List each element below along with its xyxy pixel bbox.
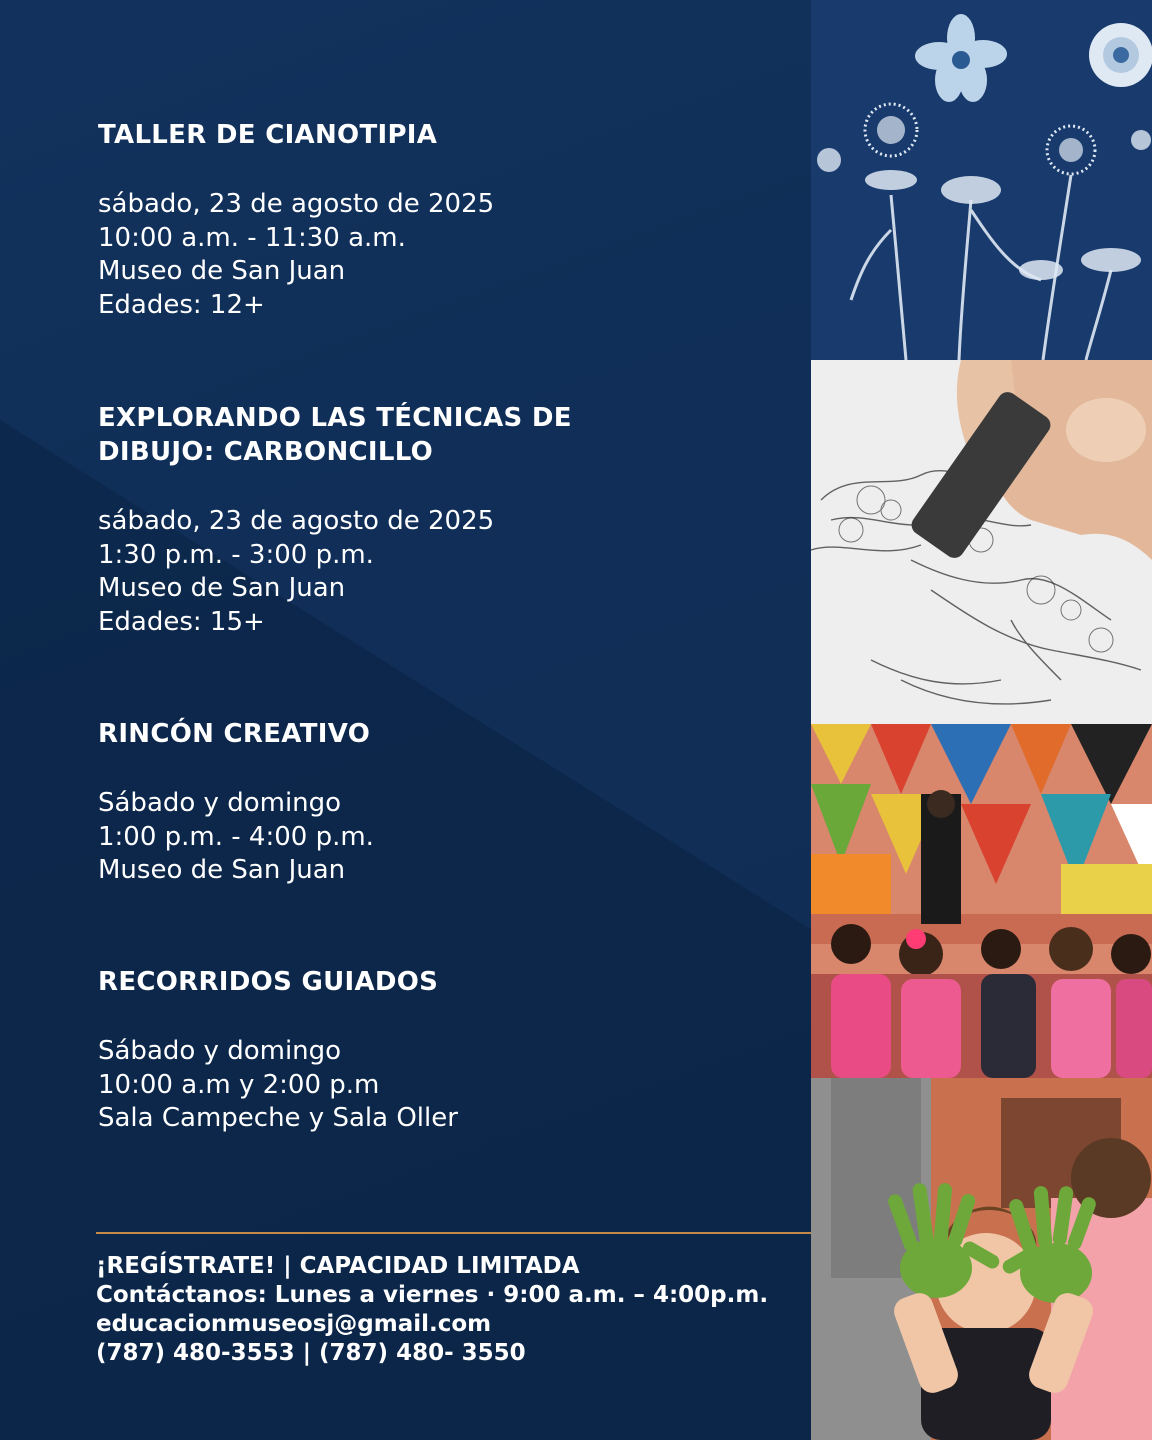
contact-hours: Contáctanos: Lunes a viernes · 9:00 a.m. – 4:00p.m.: [96, 1282, 769, 1308]
event-recorridos-guiados: [98, 965, 798, 1136]
event-title: [98, 717, 798, 751]
cyanotype-flowers-photo: [811, 0, 1152, 360]
event-title: [98, 118, 798, 152]
event-title-line: RECORRIDOS GUIADOS: [98, 967, 439, 997]
event-date: sábado, 23 de agosto de 2025: [98, 189, 495, 219]
footer-divider: [96, 1232, 812, 1234]
register-notice: ¡REGÍSTRATE! | CAPACIDAD LIMITADA: [96, 1253, 580, 1279]
painted-hands-child-photo: [811, 1078, 1152, 1440]
event-place: Museo de San Juan: [98, 256, 346, 286]
event-rincon-creativo: [98, 717, 798, 888]
contact-phones[interactable]: (787) 480-3553 | (787) 480- 3550: [96, 1340, 526, 1366]
event-time: 1:00 p.m. - 4:00 p.m.: [98, 821, 374, 852]
event-title: [98, 965, 798, 999]
charcoal-drawing-photo: [811, 360, 1152, 724]
event-title-line: TALLER DE CIANOTIPIA: [98, 120, 438, 150]
event-date: sábado, 23 de agosto de 2025: [98, 506, 495, 536]
event-time: 10:00 a.m. - 11:30 a.m.: [98, 222, 406, 253]
event-details: [98, 787, 798, 888]
event-time: 1:30 p.m. - 3:00 p.m.: [98, 539, 374, 570]
event-date: Sábado y domingo: [98, 1036, 342, 1066]
event-place: Sala Campeche y Sala Oller: [98, 1103, 458, 1133]
event-time: 10:00 a.m y 2:00 p.m: [98, 1069, 380, 1100]
event-title: [98, 401, 798, 469]
event-ages: Edades: 12+: [98, 289, 265, 320]
event-date: Sábado y domingo: [98, 788, 342, 818]
event-details: [98, 188, 798, 322]
event-place: Museo de San Juan: [98, 855, 346, 885]
event-details: [98, 1035, 798, 1136]
event-title-line: EXPLORANDO LAS TÉCNICAS DE: [98, 403, 572, 433]
event-place: Museo de San Juan: [98, 573, 346, 603]
event-details: [98, 505, 798, 639]
event-title-line: RINCÓN CREATIVO: [98, 719, 371, 749]
kids-gallery-photo: [811, 724, 1152, 1078]
contact-email[interactable]: educacionmuseosj@gmail.com: [96, 1311, 492, 1337]
footer-contact: [96, 1252, 768, 1368]
event-cianotipia: [98, 118, 798, 322]
event-carboncillo: [98, 401, 798, 639]
event-ages: Edades: 15+: [98, 606, 265, 637]
photo-column: [811, 0, 1152, 1440]
event-title-line: DIBUJO: CARBONCILLO: [98, 437, 434, 467]
